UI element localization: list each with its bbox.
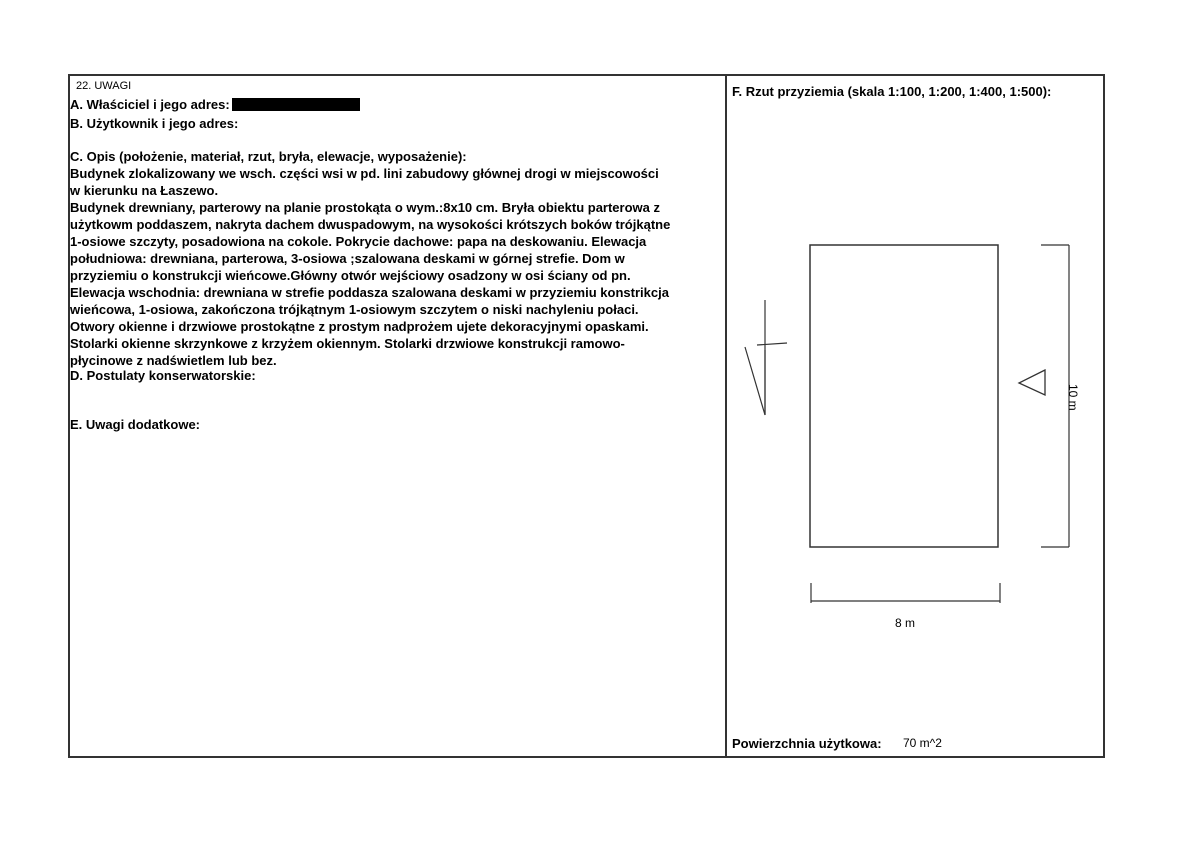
north-arrow-icon: [745, 300, 787, 415]
notes-label: E. Uwagi dodatkowe:: [70, 417, 201, 432]
width-dimension-label: 8 m: [895, 616, 916, 630]
description-line: Budynek drewniany, parterowy na planie prostokąta o wym.:8x10 cm. Bryła obiektu parterowa z: [70, 200, 660, 215]
description-line: przyziemiu o konstrukcji wieńcowe.Główny otwór wejściowy osadzony w osi ściany od pn.: [70, 268, 631, 283]
description-line: 1-osiowe szczyty, posadowiona na cokole. Pokrycie dachowe: papa na deskowaniu. Elewacja: [70, 234, 647, 249]
section-number: 22. UWAGI: [76, 80, 132, 92]
building-outline: [810, 245, 998, 547]
description-line: Elewacja wschodnia: drewniana w strefie poddasza szalowana deskami w przyziemiu konstrikcja: [70, 285, 669, 300]
owner-row: [70, 96, 360, 113]
description-line: Stolarki okienne skrzynkowe z krzyżem okiennym. Stolarki drzwiowe konstrukcji ramowo-: [70, 336, 625, 351]
entrance-marker-icon: [1019, 370, 1045, 395]
postulates-label: D. Postulaty konserwatorskie:: [70, 368, 256, 383]
floor-plan-title: F. Rzut przyziemia (skala 1:100, 1:200, 1:400, 1:500):: [732, 84, 1052, 99]
area-value: 70 m^2: [903, 736, 942, 750]
description-line: wieńcowa, 1-osiowa, zakończona trójkątnym 1-osiowym szczytem o niski nachyleniu połaci.: [70, 302, 639, 317]
description-line: Otwory okienne i drzwiowe prostokątne z prostym nadprożem ujete dekoracyjnymi opaskami.: [70, 319, 649, 334]
description-label: C. Opis (położenie, materiał, rzut, bryła, elewacje, wyposażenie):: [70, 149, 467, 164]
description-line: użytkowm poddaszem, nakryta dachem dwuspadowym, na wysokości krótszych boków trójkątne: [70, 217, 671, 232]
description-line: południowa: drewniana, parterowa, 3-osiowa ;szalowana deskami w górnej strefie. Dom w: [70, 251, 625, 266]
width-dimension-line: [811, 583, 1000, 603]
floor-plan-drawing: [727, 95, 1097, 615]
owner-label: A. Właściciel i jego adres:: [70, 97, 230, 112]
area-label: Powierzchnia użytkowa:: [732, 736, 882, 751]
description-line: w kierunku na Łaszewo.: [70, 183, 219, 198]
description-line: płycinowe z nadświetlem lub bez.: [70, 353, 277, 368]
redacted-owner-address: [232, 98, 360, 111]
user-label: B. Użytkownik i jego adres:: [70, 116, 239, 131]
height-dimension-line: [1041, 245, 1069, 547]
description-line: Budynek zlokalizowany we wsch. części wsi w pd. lini zabudowy głównej drogi w miejscowości: [70, 166, 659, 181]
height-dimension-label: 10 m: [1066, 384, 1080, 411]
